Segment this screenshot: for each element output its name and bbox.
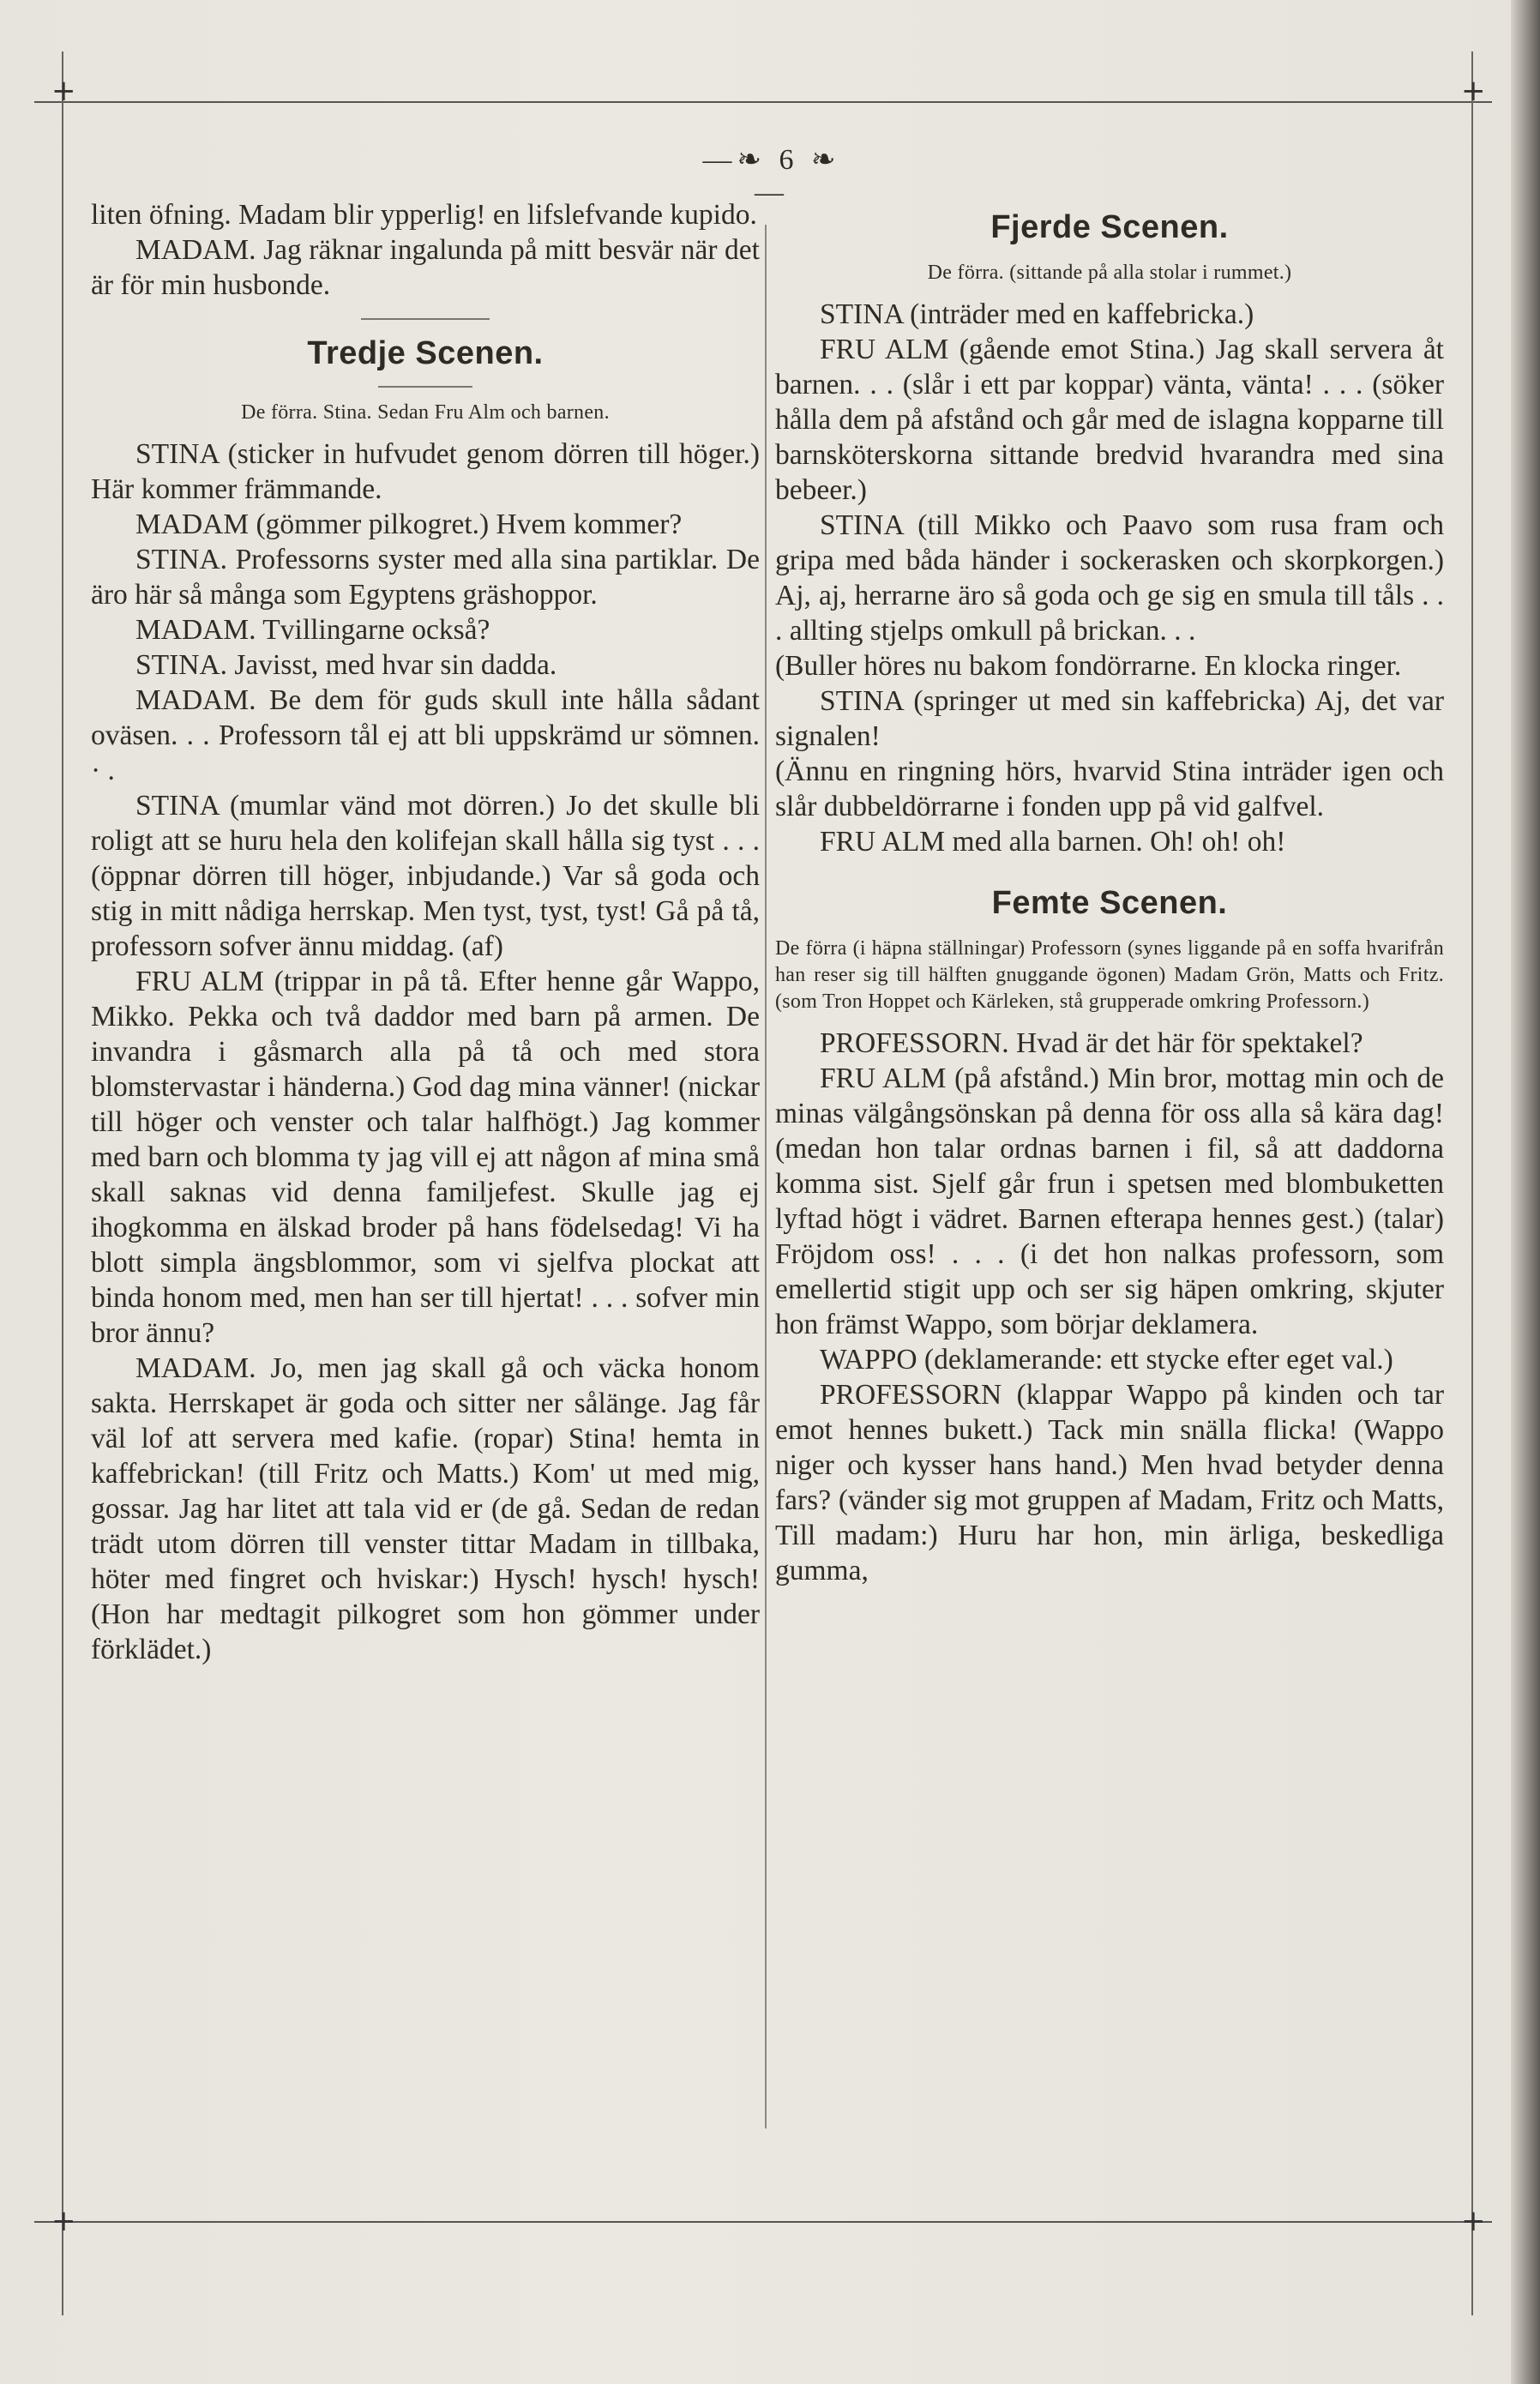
paragraph: STINA (springer ut med sin kaffebricka) Aj, det var signalen! (775, 685, 1444, 752)
paragraph: MADAM. Be dem för guds skull inte hålla sådant oväsen. . . Professorn tål ej att bli uppskrämd ur sömnen. · . (91, 684, 760, 786)
stage-direction: De förra. (sittande på alla stolar i rummet.) (927, 262, 1292, 284)
registration-mark-bottom-right: + (1461, 2204, 1486, 2238)
paragraph: STINA (inträder med en kaffebricka.) (820, 298, 1254, 330)
paragraph: liten öfning. Madam blir ypperlig! en lifslefvande kupido. (91, 199, 757, 231)
paragraph: (Ännu en ringning hörs, hvarvid Stina inträder igen och slår dubbeldörrarne i fonden upp på vid galfvel. (775, 756, 1444, 822)
left-frame-rule (62, 51, 63, 2315)
paragraph: MADAM. Tvillingarne också? (135, 614, 490, 646)
paragraph: MADAM. Jo, men jag skall gå och väcka honom sakta. Herrskapet är goda och sitter ner sålänge. Jag får väl lof att servera med kafie. (ropar) Stina! hemta in kaffebrickan! (till Fritz och Matts.) Kom' ut med mig, gossar. Jag har litet att tala vid er (de gå. Sedan de redan trädt utom dörren till venster tittar Madam in tillbaka, höter med fingret och hviskar:) Hysch! hysch! hysch! (Hon har medtagit pilkogret som hon gömmer under förklädet.) (91, 1352, 760, 1665)
section-divider (361, 318, 490, 320)
right-column (775, 197, 1444, 1588)
scene-title-femte: Femte Scenen. (991, 885, 1228, 921)
paragraph: STINA. Javisst, med hvar sin dadda. (135, 649, 557, 681)
scene-title-tredje: Tredje Scenen. (307, 335, 544, 371)
paragraph: MADAM (gömmer pilkogret.) Hvem kommer? (135, 509, 683, 540)
paragraph: WAPPO (deklamerande: ett stycke efter eget val.) (820, 1344, 1393, 1376)
registration-mark-bottom-left: + (51, 2204, 76, 2238)
paragraph: FRU ALM med alla barnen. Oh! oh! oh! (820, 826, 1286, 858)
left-column (91, 197, 760, 1667)
scene-title-fjerde: Fjerde Scenen. (990, 209, 1229, 245)
registration-mark-top-left: + (51, 74, 76, 108)
section-divider (378, 386, 472, 388)
book-binding-edge (1511, 0, 1540, 2384)
paragraph: STINA (sticker in hufvudet genom dörren till höger.) Här kommer främmande. (91, 438, 760, 505)
paragraph: STINA. Professorns syster med alla sina partiklar. De äro här så många som Egyptens gräshoppor. (91, 544, 760, 611)
paragraph: FRU ALM (på afstånd.) Min bror, mottag min och de minas välgångsönskan på denna för oss alla så kära dag! (medan hon talar ordnas barnen i fil, så att daddorna komma sist. Sjelf går frun i spetsen med blombuketten lyftad högt i vädret. Barnen efterapa hennes gest.) (talar) Fröjdom oss! . . . (i det hon nalkas professorn, som emellertid stigit upp och ser sig häpen omkring, skjuter hon främst Wappo, som börjar deklamera. (775, 1063, 1444, 1340)
stage-direction: De förra (i häpna ställningar) Professorn (synes liggande på en soffa hvarifrån han reser sig till hälften gnuggande ögonen) Madam Grön, Matts och Fritz. (som Tron Hoppet och Kärleken, stå grupperade omkring Professorn.) (775, 937, 1444, 1013)
paragraph: STINA (till Mikko och Paavo som rusa fram och gripa med båda händer i sockerasken och skorpkorgen.) Aj, aj, herrarne äro så goda och ge sig en smula till tåls . . . allting stjelps omkull på brickan. . . (775, 509, 1444, 647)
paragraph: PROFESSORN (klappar Wappo på kinden och tar emot hennes bukett.) Tack min snälla flicka! (Wappo niger och kysser hans hand.) Men hvad betyder denna fars? (vänder sig mot gruppen af Madam, Fritz och Matts, Till madam:) Huru har hon, min ärliga, beskedliga gumma, (775, 1379, 1444, 1586)
column-divider (765, 225, 767, 2128)
right-frame-rule (1471, 51, 1473, 2315)
paragraph: FRU ALM (trippar in på tå. Efter henne går Wappo, Mikko. Pekka och två daddor med barn på armen. De invandra i gåsmarch alla på tå och med stora blomstervastar i händerna.) God dag mina vänner! (nickar till höger och venster och talar halfhögt.) Jag kommer med barn och blomma ty jag vill ej att någon af mina små skall saknas vid denna familjefest. Skulle jag ej ihogkomma en älskad broder på hans födelsedag! Vi ha blott simpla ängsblommor, som vi sjelfva plockat att binda honom med, men han ser till hjertat! . . . sofver min bror ännu? (91, 966, 760, 1349)
paragraph: MADAM. Jag räknar ingalunda på mitt besvär när det är för min husbonde. (91, 234, 760, 301)
page-number: —❧ 6 ❧— (702, 144, 841, 208)
paragraph: (Buller höres nu bakom fondörrarne. En klocka ringer. (775, 650, 1402, 682)
top-frame-rule (34, 101, 1492, 103)
registration-mark-top-right: + (1461, 74, 1486, 108)
paragraph: FRU ALM (gående emot Stina.) Jag skall servera åt barnen. . . (slår i ett par koppar) vänta, vänta! . . . (söker hålla dem på afstånd och går med de islagna kopparne till barnsköterskorna sittande bredvid hvarandra med sina bebeer.) (775, 334, 1444, 506)
bottom-frame-rule (34, 2221, 1492, 2223)
paragraph: STINA (mumlar vänd mot dörren.) Jo det skulle bli roligt att se huru hela den kolifejan skall hålla sig tyst . . . (öppnar dörren till höger, inbjudande.) Var så goda och stig in mitt nådiga herrskap. Men tyst, tyst, tyst! Gå på tå, professorn sofver ännu middag. (af) (91, 790, 760, 962)
paragraph: PROFESSORN. Hvad är det här för spektakel? (820, 1027, 1363, 1059)
stage-direction: De förra. Stina. Sedan Fru Alm och barnen. (241, 401, 610, 424)
